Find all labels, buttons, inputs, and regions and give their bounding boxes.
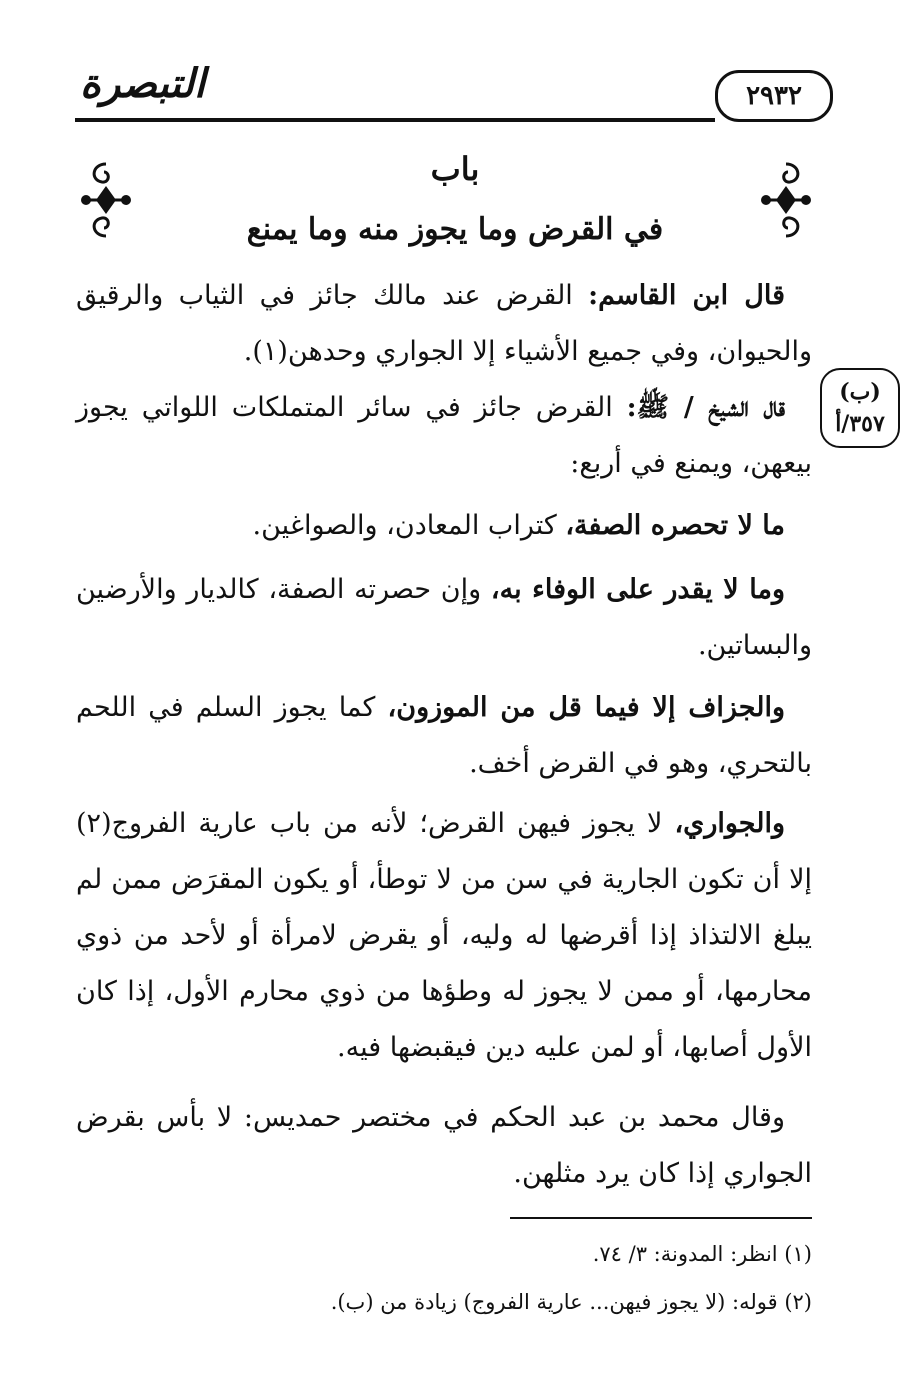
paragraph-6: [76, 796, 812, 1076]
paragraph-lead: والجزاف إلا فيما قل من الموزون،: [387, 692, 785, 723]
paragraph-text: القرض عند مالك جائز في الثياب والرقيق والحيوان، وفي جميع الأشياء إلا الجواري وحدهن(١).: [76, 280, 812, 367]
chapter-subheading: في القرض وما يجوز منه وما يمنع: [246, 212, 664, 247]
paragraph-lead: قال الشيخ / ﷺ:: [626, 392, 785, 423]
footnote-rule: [510, 1217, 812, 1219]
paragraph-lead: والجواري،: [674, 808, 785, 839]
footnote-2: (٢) قوله: (لا يجوز فيهن... عارية الفروج) زيادة من (ب).: [330, 1290, 812, 1314]
paragraph-1: [76, 268, 812, 380]
header-rule: [75, 118, 715, 122]
paragraph-text: وإن حصرته الصفة، كالديار والأرضين والبساتين.: [76, 574, 812, 661]
paragraph-5: [76, 680, 812, 792]
paragraph-lead: وما لا يقدر على الوفاء به،: [490, 574, 785, 605]
running-head-title: التبصرة: [80, 60, 206, 107]
page-number: ٢٩٣٢: [715, 70, 833, 122]
paragraph-text: وقال محمد بن عبد الحكم في مختصر حمديس: لا بأس بقرض الجواري إذا كان يرد مثلهن.: [76, 1102, 812, 1189]
paragraph-2: [76, 380, 812, 492]
chapter-heading: باب: [430, 150, 480, 188]
margin-note-line1: (ب): [839, 379, 881, 405]
margin-note-line2: ٣٥٧/أ: [835, 411, 885, 437]
paragraph-7: [76, 1090, 812, 1202]
paragraph-3: [76, 498, 812, 554]
margin-manuscript-note: [820, 368, 900, 448]
ornament-right-icon: [758, 160, 814, 240]
ornament-left-icon: [78, 160, 134, 240]
paragraph-4: [76, 562, 812, 674]
paragraph-text: لا يجوز فيهن القرض؛ لأنه من باب عارية الفروج(٢) إلا أن تكون الجارية في سن من لا توطأ، أو يكون المقرَض ممن لم يبلغ الالتذاذ إذا أقرضها له وليه، أو يقرض لامرأة أو لأحد من ذوي محارمها، أو ممن لا يجوز له وطؤها من ذوي محارم الأول، إذا كان الأول أصابها، أو لمن عليه دين فيقبضها فيه.: [76, 808, 812, 1063]
paragraph-text: القرض جائز في سائر المتملكات اللواتي يجوز بيعهن، ويمنع في أربع:: [76, 392, 812, 479]
paragraph-text: كما يجوز السلم في اللحم بالتحري، وهو في القرض أخف.: [76, 692, 812, 779]
paragraph-lead: قال ابن القاسم:: [588, 280, 785, 311]
paragraph-text: كتراب المعادن، والصواغين.: [252, 510, 566, 541]
paragraph-lead: ما لا تحصره الصفة،: [565, 510, 785, 541]
footnote-1: (١) انظر: المدونة: ٣/ ٧٤.: [592, 1242, 812, 1266]
